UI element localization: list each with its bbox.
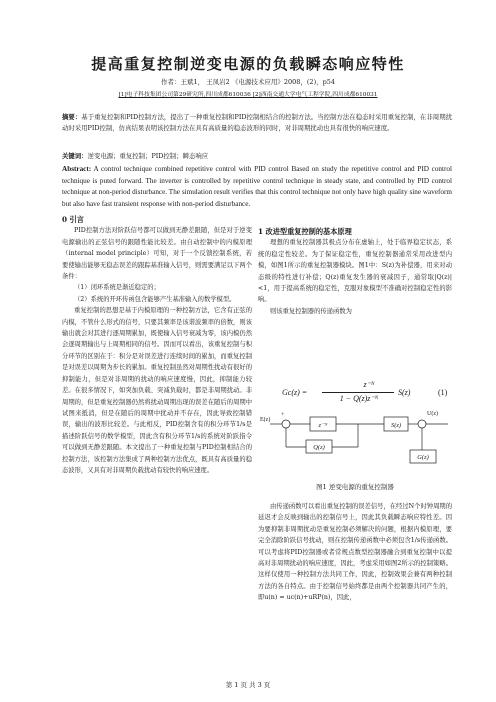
summing-junction — [282, 420, 290, 428]
fraction-bar — [322, 392, 394, 393]
keywords — [62, 151, 452, 162]
english-abstract — [62, 164, 452, 210]
section-1-paragraph-2: 则该重复控制器的传递函数为 — [270, 307, 352, 315]
figure-1-diagram — [258, 406, 452, 476]
abstract-label: 摘要： — [62, 113, 82, 121]
section-0-heading: 0 引言 — [62, 215, 84, 224]
plant-label: G(z) — [417, 454, 429, 461]
condition-2: （2）系统的开环传函包含能够产生基准输入的数学模型。 — [74, 295, 236, 303]
equation-number: (1) — [438, 388, 448, 397]
paper-title: 提高重复控制逆变电源的负载瞬态响应特性 — [91, 55, 405, 73]
equation-rhs: S(z) — [398, 388, 411, 397]
equation-1 — [282, 380, 452, 406]
keywords-label: 关键词： — [62, 152, 88, 160]
q-label: Q(z) — [313, 444, 325, 451]
en-abstract-label: Abstract: — [62, 165, 92, 173]
page-footer: 第 1 页 共 3 页 — [225, 681, 271, 689]
left-column — [62, 214, 252, 476]
author-line: 作者：王斌1， 王凤岩2 《电源技术应用》2008，(2)，p54 — [160, 78, 336, 86]
right-column-top — [258, 226, 452, 317]
keywords-text: 逆变电源；重复控制；PID控制；瞬态响应 — [87, 152, 209, 160]
equation-denominator: 1 − Q(z)z⁻ᴺ — [339, 394, 379, 403]
output-label: U(z) — [427, 411, 438, 417]
equation-lhs: Gc(z) = — [282, 388, 308, 397]
section-0-paragraph-2: 重复控制的思想是基于内模原理的一种控制方法，它含有正弦的内模，不管什么形式的信号，只要其频率是该谐波频率的倍数，则该输出就会对其进行逐周期累加，既使输入信号衰减为零，该内模仍然会逐周期输出与上周期相同的信号。因而可以看出，该重复控制与积分环节的区别在于：积分是对误差进行连续时间的累加，而重复控制是对误差以周期为步长的累加。重复控制虽然对周期性扰动有很好的抑制能力，但是对非周期的扰动的响应速度慢，因此，抑制能力较差。在很多情况下，如突加负载、突减负载时，都是非周期扰动。非周期的，但是重复控制器仍然将扰动周期出现的误差在随后的周期中试图来抵消，但是在随后的周期中扰动并不存在，因此导致控制错误，输出的波形比较差。与此相反，PID控制含有的积分环节1/s是描述阶跃信号的数学模型，因此含有积分环节1/s的系统对阶跃指令可以做到无静差跟随。本文提出了一种重复控制与PID控制相结合的控制方法，该控制方法集成了两种控制方法优点，既具有高质量的稳态波形，又具有对非周期负载扰动有较快的响应速度。 — [62, 307, 252, 474]
affiliation-line: [1]电子科技集团公司第29研究所,四川成都610036 [2]西南交通大学电气工程学院,四川成都610031 — [118, 92, 378, 98]
chinese-abstract — [62, 112, 452, 134]
condition-1: （1）闭环系统是渐近稳定的； — [74, 284, 160, 292]
plus-sign: + — [281, 412, 285, 418]
en-abstract-text: A control technique combined repetitive control with PID control Based on study the repetitive control and PID control technique is puted forward. The inverter is controlled by repetitive control technique in steady state, and controlled by PID control technique at non-period disturbance. The simulation result verifies that this control technique not only have high quality sine waveform but also have fast transient response with non-period disturbance. — [62, 165, 452, 208]
section-1-paragraph-1: 理想的重复控制器其极点分布在虚轴上，处于临界稳定状态，系统的稳定性较差。为了保证稳定性，重复控制器通常采用改进型内模，如图1所示的重复控制器模块。图1中：S(z)为补偿器，用来对动态级的特性进行补偿；Q(z)重复发生器的衰减因子，通常取|Q(z)|<1，用于提高系统的稳定性，克服对象模型不准确对控制稳定性的影响。 — [258, 239, 452, 304]
abstract-text: 基于重复控制和PID控制方法，提出了一种重复控制和PID控制相结合的控制方法。当控制方法在稳态时采用重复控制，在非周期扰动时采用PID控制，仿真结果表明该控制方法在具有高质量的稳态波形的同时，对非周期扰动也具有很快的响应速度。 — [62, 113, 453, 133]
right-column-bottom — [258, 501, 452, 604]
delay-label: z⁻ᴺ — [318, 422, 328, 429]
section-1-paragraph-3: 由传递函数可以看出重复控制的误差信号，在经过N个时钟周期的延迟才会反映到输出的控制信号上，因此其负载瞬态响应特性差。因为要抑制非周期扰动是重复控制必须解决的问题，根据内模原理，要完全消除阶跃信号扰动，则在控制传递函数中必须包含1/s传递函数。可以考虑将PID控制器或者常规点数型控制器融合到重复控制中以提高对非周期扰动的响应速度，因此，考虑采用如图2所示的控制策略。这样仅使用一种控制方法共同工作，因此，控制效果会兼有两种控制方法的各自特点。由于控制信号始终都是由两个控制器共同产生的，即u(n) = uc(n)+uRP(n)，因此， — [258, 503, 452, 602]
output-junction — [418, 420, 426, 428]
figure-1-caption: 图1 逆变电源的重复控制器 — [316, 483, 394, 491]
equation-numerator: z⁻ᴺ — [363, 380, 375, 389]
input-label: E(z) — [260, 417, 271, 423]
section-1-heading: 1 改进型重复控制的基本原理 — [258, 227, 352, 236]
compensator-label: S(z) — [390, 422, 402, 429]
section-0-paragraph-1: PID控制方法对阶跃信号都可以做到无静差跟随，但是对于逆变电源输出的正弦信号的跟随性能比较差。由自动控制中的内模原理（internal model principle）可知，对于一个反馈控制系统，若要使输出能够无稳态误差的跟踪基准输入信号，则需要满足以下两个条件： — [62, 227, 252, 281]
